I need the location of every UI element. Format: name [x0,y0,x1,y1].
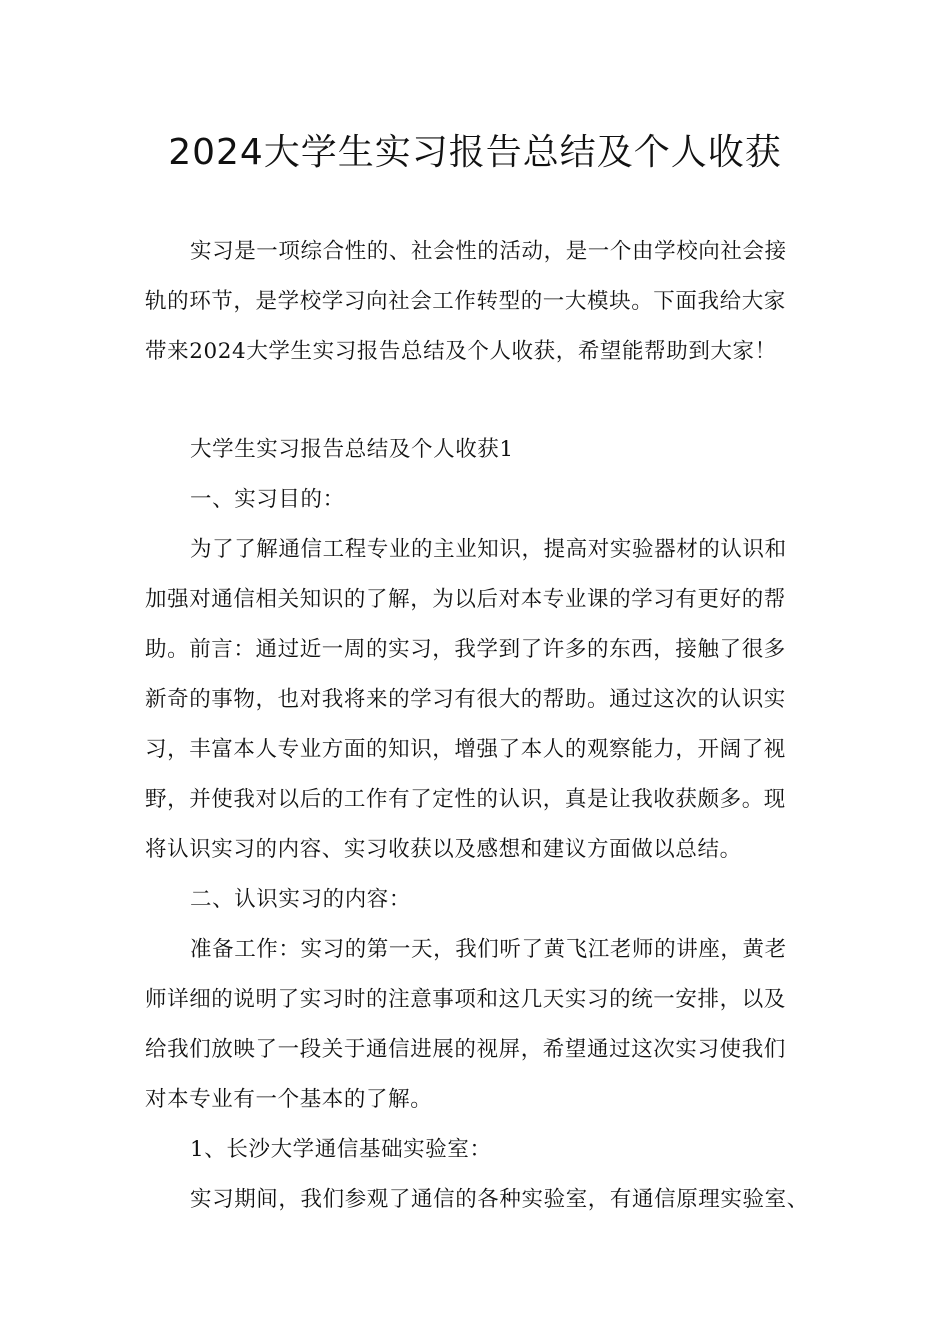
body-line-1: 实习是一项综合性的、社会性的活动，是一个由学校向社会接 [190,239,787,264]
subheading-content: 二、认识实习的内容： [190,887,412,912]
body-line-7: 加强对通信相关知识的了解，为以后对本专业课的学习有更好的帮 [145,587,786,612]
body-line-19: 实习期间，我们参观了通信的各种实验室，有通信原理实验室、 [190,1187,809,1212]
body-line-8: 助。前言：通过近一周的实习，我学到了许多的东西，接触了很多 [145,637,786,662]
document-title: 2024大学生实习报告总结及个人收获 [168,132,782,173]
body-line-3: 带来2024大学生实习报告总结及个人收获，希望能帮助到大家！ [145,339,777,364]
subheading-lab: 1、长沙大学通信基础实验室： [190,1137,492,1162]
body-line-12: 将认识实习的内容、实习收获以及感想和建议方面做以总结。 [145,837,742,862]
subheading-purpose: 一、实习目的： [190,487,345,512]
body-line-10: 习，丰富本人专业方面的知识，增强了本人的观察能力，开阔了视 [145,737,786,762]
body-line-2: 轨的环节，是学校学习向社会工作转型的一大模块。下面我给大家 [145,289,786,314]
body-line-14: 准备工作：实习的第一天，我们听了黄飞江老师的讲座，黄老 [190,937,787,962]
body-line-15: 师详细的说明了实习时的注意事项和这几天实习的统一安排，以及 [145,987,786,1012]
body-line-6: 为了了解通信工程专业的主业知识，提高对实验器材的认识和 [190,537,787,562]
section-heading-1: 大学生实习报告总结及个人收获1 [190,437,514,462]
body-line-16: 给我们放映了一段关于通信进展的视屏，希望通过这次实习使我们 [145,1037,786,1062]
body-line-17: 对本专业有一个基本的了解。 [145,1087,433,1112]
body-line-11: 野，并使我对以后的工作有了定性的认识，真是让我收获颇多。现 [145,787,786,812]
body-line-9: 新奇的事物，也对我将来的学习有很大的帮助。通过这次的认识实 [145,687,786,712]
